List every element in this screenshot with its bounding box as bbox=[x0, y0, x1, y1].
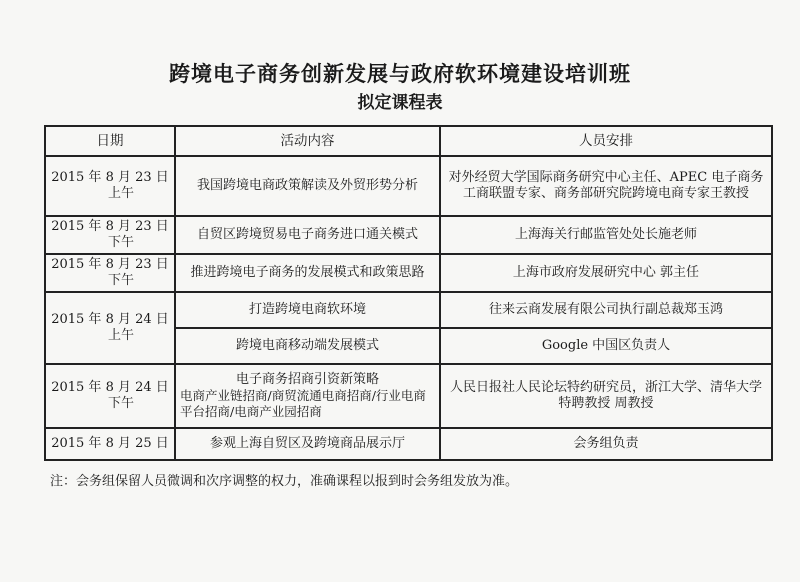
date-cell bbox=[45, 292, 175, 364]
people-cell: 人民日报社人民论坛特约研究员，浙江大学、清华大学特聘教授 周教授 bbox=[440, 364, 772, 428]
table-row bbox=[45, 156, 772, 216]
people-cell: 往来云商发展有限公司执行副总裁郑玉鸿 bbox=[440, 292, 772, 328]
date-day: 2015 年 8 月 24 日 bbox=[51, 380, 169, 395]
activity-cell: 推进跨境电子商务的发展模式和政策思路 bbox=[175, 254, 440, 292]
activity-main: 电子商务招商引资新策略 bbox=[235, 372, 379, 387]
header-people: 人员安排 bbox=[440, 126, 772, 156]
table-header-row bbox=[45, 126, 772, 156]
date-cell bbox=[45, 254, 175, 292]
date-period: 下午 bbox=[107, 396, 134, 411]
activity-cell bbox=[175, 364, 440, 428]
header-date: 日期 bbox=[45, 126, 175, 156]
activity-cell: 参观上海自贸区及跨境商品展示厅 bbox=[175, 428, 440, 460]
date-cell bbox=[45, 156, 175, 216]
footnote: 注：会务组保留人员微调和次序调整的权力，准确课程以报到时会务组发放为准。 bbox=[50, 474, 519, 489]
activity-cell: 跨境电商移动端发展模式 bbox=[175, 328, 440, 364]
schedule-table bbox=[44, 125, 773, 461]
people-cell: 对外经贸大学国际商务研究中心主任、APEC 电子商务工商联盟专家、商务部研究院跨境电商专家王教授 bbox=[440, 156, 772, 216]
date-day: 2015 年 8 月 24 日 bbox=[51, 312, 169, 327]
table-row bbox=[45, 254, 772, 292]
activity-cell: 自贸区跨境贸易电子商务进口通关模式 bbox=[175, 216, 440, 254]
table-row bbox=[45, 292, 772, 328]
activity-cell: 我国跨境电商政策解读及外贸形势分析 bbox=[175, 156, 440, 216]
activity-detail: 电商产业链招商/商贸流通电商招商/行业电商平台招商/电商产业园招商 bbox=[180, 388, 426, 419]
people-cell: 会务组负责 bbox=[440, 428, 772, 460]
date-day: 2015 年 8 月 25 日 bbox=[51, 436, 169, 451]
people-cell: Google 中国区负责人 bbox=[440, 328, 772, 364]
document-subtitle: 拟定课程表 bbox=[357, 93, 443, 113]
table-row bbox=[45, 428, 772, 460]
people-cell: 上海海关行邮监管处处长施老师 bbox=[440, 216, 772, 254]
table-row bbox=[45, 216, 772, 254]
date-cell bbox=[45, 216, 175, 254]
date-day: 2015 年 8 月 23 日 bbox=[51, 219, 169, 234]
header-activity: 活动内容 bbox=[175, 126, 440, 156]
document-title: 跨境电子商务创新发展与政府软环境建设培训班 bbox=[169, 61, 631, 86]
activity-cell: 打造跨境电商软环境 bbox=[175, 292, 440, 328]
date-period: 上午 bbox=[107, 186, 134, 201]
date-day: 2015 年 8 月 23 日 bbox=[51, 257, 169, 272]
date-cell bbox=[45, 428, 175, 460]
date-day: 2015 年 8 月 23 日 bbox=[51, 170, 169, 185]
people-cell: 上海市政府发展研究中心 郭主任 bbox=[440, 254, 772, 292]
date-period: 上午 bbox=[107, 328, 134, 343]
date-cell bbox=[45, 364, 175, 428]
date-period: 下午 bbox=[107, 235, 134, 250]
table-row bbox=[45, 364, 772, 428]
date-period: 下午 bbox=[107, 273, 134, 288]
